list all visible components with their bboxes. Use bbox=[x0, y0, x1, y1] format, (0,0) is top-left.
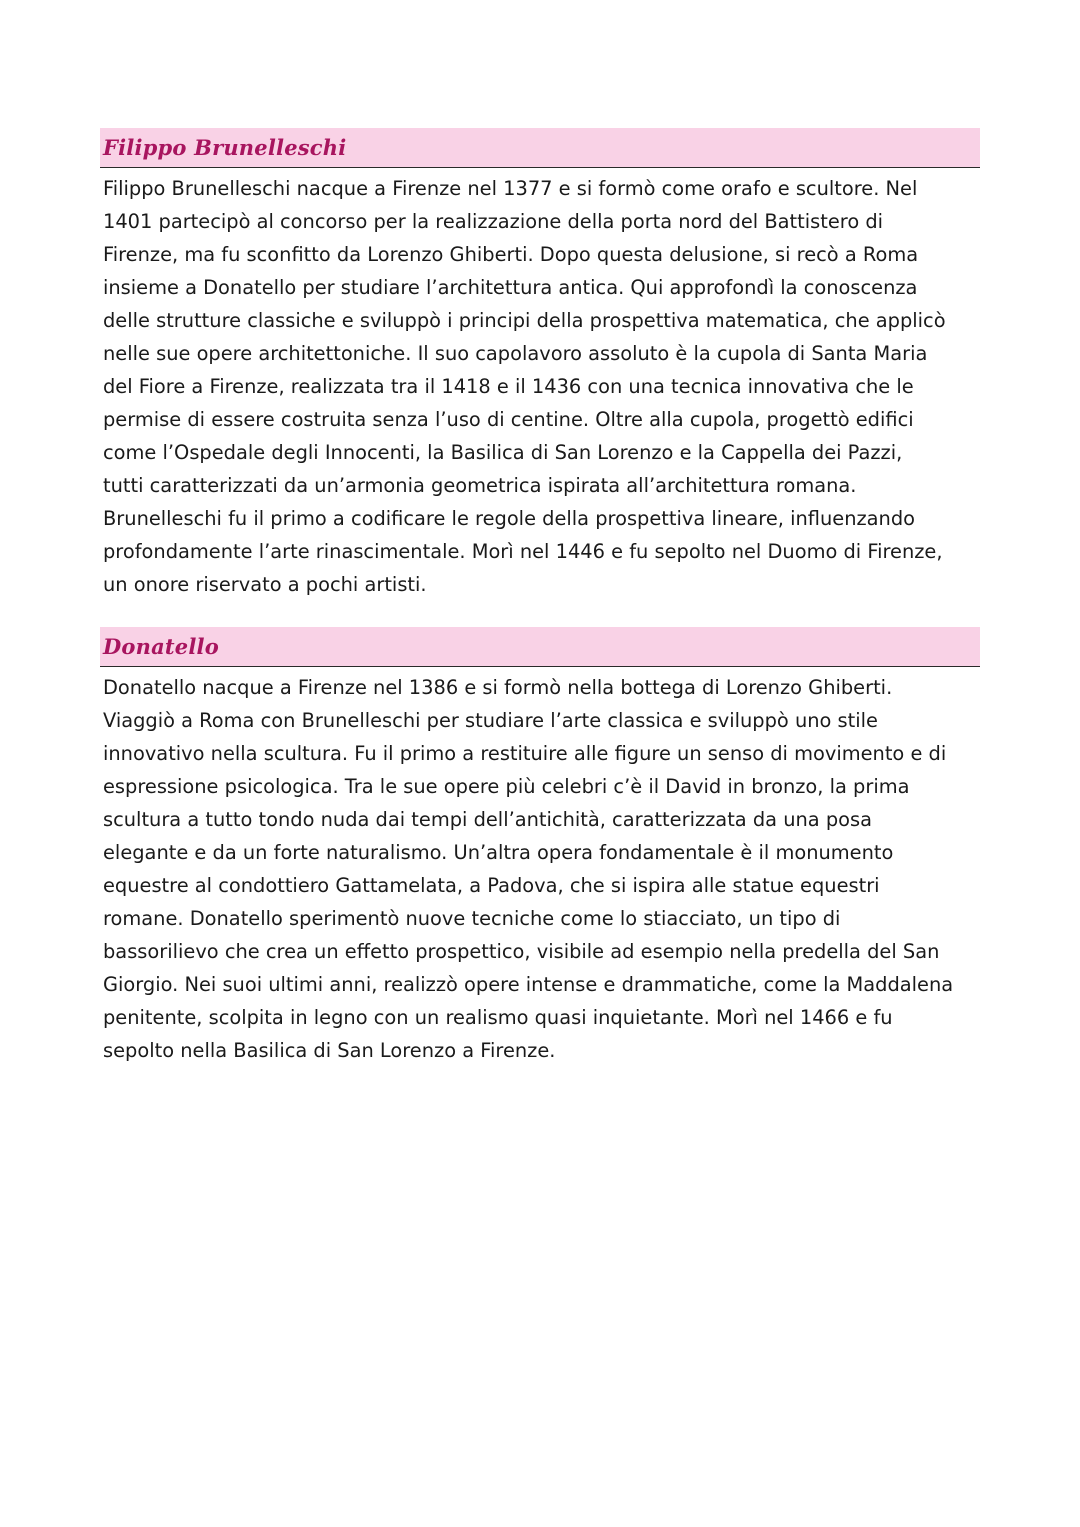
section-donatello bbox=[100, 627, 980, 1067]
section-body-text: Filippo Brunelleschi nacque a Firenze nel 1377 e si formò come orafo e scultore. Nel 1401 partecipò al concorso per la realizzazione della porta nord del Battistero di Firenze, ma fu sconfitto da Lorenzo Ghiberti. Dopo questa delusione, si recò a Roma insieme a Donatello per studiare l’architettura antica. Qui approfondì la conoscenza delle strutture classiche e sviluppò i principi della prospettiva matematica, che applicò nelle sue opere architettoniche. Il suo capolavoro assoluto è la cupola di Santa Maria del Fiore a Firenze, realizzata tra il 1418 e il 1436 con una tecnica innovativa che le permise di essere costruita senza l’uso di centine. Oltre alla cupola, progettò edifici come l’Ospedale degli Innocenti, la Basilica di San Lorenzo e la Cappella dei Pazzi, tutti caratterizzati da un’armonia geometrica ispirata all’architettura romana. Brunelleschi fu il primo a codificare le regole della prospettiva lineare, influenzando profondamente l’arte rinascimentale. Morì nel 1446 e fu sepolto nel Duomo di Firenze, un onore riservato a pochi artisti. bbox=[103, 177, 946, 596]
section-body-text: Donatello nacque a Firenze nel 1386 e si formò nella bottega di Lorenzo Ghiberti. Viaggiò a Roma con Brunelleschi per studiare l’arte classica e sviluppò uno stile innovativo nella scultura. Fu il primo a restituire alle figure un senso di movimento e di espressione psicologica. Tra le sue opere più celebri c’è il David in bronzo, la prima scultura a tutto tondo nuda dai tempi dell’antichità, caratterizzata da una posa elegante e da un forte naturalismo. Un’altra opera fondamentale è il monumento equestre al condottiero Gattamelata, a Padova, che si ispira alle statue equestri romane. Donatello sperimentò nuove tecniche come lo stiacciato, un tipo di bassorilievo che crea un effetto prospettico, visibile ad esempio nella predella del San Giorgio. Nei suoi ultimi anni, realizzò opere intense e drammatiche, come la Maddalena penitente, scolpita in legno con un realismo quasi inquietante. Morì nel 1466 e fu sepolto nella Basilica di San Lorenzo a Firenze. bbox=[103, 676, 954, 1062]
section-title: Donatello bbox=[103, 634, 219, 659]
section-heading-bar bbox=[100, 128, 980, 168]
section-heading-bar bbox=[100, 627, 980, 667]
section-filippo-brunelleschi bbox=[100, 128, 980, 601]
section-title: Filippo Brunelleschi bbox=[103, 135, 347, 160]
